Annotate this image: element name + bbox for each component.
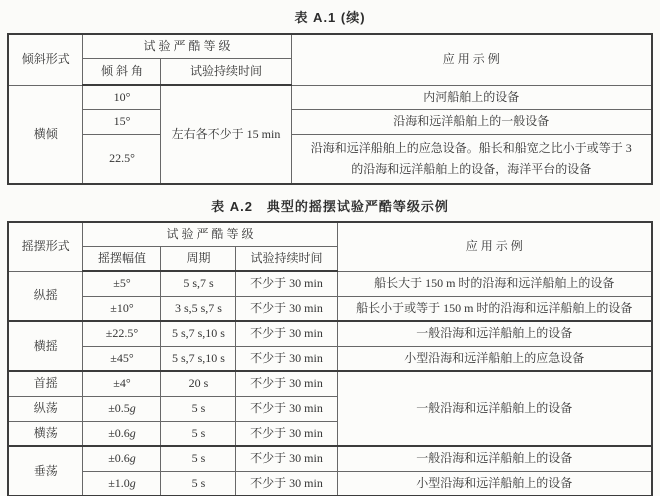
table-a2-header-row-1: [8, 222, 652, 246]
table-row: [8, 371, 652, 396]
cell-amplitude: ±5°: [83, 271, 161, 296]
header-tilt-angle: 倾 斜 角: [83, 58, 161, 85]
amplitude-unit: g: [129, 401, 136, 416]
cell-example: 一般沿海和远洋船舶上的设备: [337, 446, 652, 471]
cell-example: 船长大于 150 m 时的沿海和远洋船舶上的设备: [337, 271, 652, 296]
cell-period: 5 s,7 s,10 s: [161, 346, 236, 371]
header-test-duration: 试验持续时间: [236, 246, 337, 271]
cell-duration: 不少于 30 min: [236, 421, 337, 446]
cell-period: 20 s: [161, 371, 236, 396]
cell-duration: 不少于 30 min: [236, 396, 337, 421]
amplitude-value: ±0.6: [108, 451, 130, 466]
table-a1-header-row-1: [8, 34, 652, 58]
cell-period: 5 s,7 s,10 s: [161, 321, 236, 346]
table-row: [8, 346, 652, 371]
header-period: 周期: [161, 246, 236, 271]
cell-amplitude: ±4°: [83, 371, 161, 396]
amplitude-value: ±0.5: [108, 401, 130, 416]
cell-duration: 不少于 30 min: [236, 321, 337, 346]
cell-group-pitch: 纵摇: [8, 271, 83, 321]
cell-example: 船长小于或等于 150 m 时的沿海和远洋船舶上的设备: [337, 296, 652, 321]
amplitude-unit: g: [129, 451, 136, 466]
cell-period: 5 s: [161, 421, 236, 446]
cell-period: 5 s: [161, 396, 236, 421]
cell-example: 沿海和远洋船舶上的应急设备。船长和船宽之比小于或等于 3 的沿海和远洋船舶上的设备，海洋平台的设备: [291, 134, 652, 184]
cell-duration: 不少于 30 min: [236, 371, 337, 396]
cell-duration: 不少于 30 min: [236, 446, 337, 471]
cell-angle: 15°: [83, 109, 161, 134]
cell-example: 小型沿海和远洋船舶上的应急设备: [337, 346, 652, 371]
cell-amplitude: ±10°: [83, 296, 161, 321]
table-a1-title: 表 A.1 (续): [294, 10, 366, 25]
cell-group-yaw: 首摇: [8, 371, 83, 396]
cell-amplitude: [83, 471, 161, 496]
cell-duration: 不少于 30 min: [236, 271, 337, 296]
cell-merged-example: 一般沿海和远洋船舶上的设备: [337, 371, 652, 446]
cell-amplitude: [83, 396, 161, 421]
table-row: [8, 321, 652, 346]
cell-period: 5 s: [161, 446, 236, 471]
cell-period: 5 s: [161, 471, 236, 496]
table-a2: [7, 221, 653, 496]
cell-duration: 不少于 30 min: [236, 471, 337, 496]
header-application-example: 应 用 示 例: [291, 34, 652, 85]
table-row: [8, 271, 652, 296]
header-application-example: 应 用 示 例: [337, 222, 652, 271]
table-row: [8, 109, 652, 134]
cell-group-roll: 横摇: [8, 321, 83, 371]
header-severity-level: 试 验 严 酷 等 级: [83, 222, 337, 246]
header-test-duration: 试验持续时间: [161, 58, 291, 85]
table-row: [8, 446, 652, 471]
cell-example: 小型沿海和远洋船舶上的设备: [337, 471, 652, 496]
cell-amplitude: [83, 421, 161, 446]
amplitude-value: ±1.0: [108, 475, 130, 490]
table-row: [8, 471, 652, 496]
header-severity-level: 试 验 严 酷 等 级: [83, 34, 291, 58]
cell-group-heave: 垂荡: [8, 446, 83, 496]
cell-merged-duration: 左右各不少于 15 min: [161, 85, 291, 184]
cell-amplitude: ±22.5°: [83, 321, 161, 346]
cell-period: 3 s,5 s,7 s: [161, 296, 236, 321]
table-row: [8, 296, 652, 321]
header-sway-form: 摇摆形式: [8, 222, 83, 271]
cell-duration: 不少于 30 min: [236, 296, 337, 321]
amplitude-value: ±0.6: [108, 425, 130, 440]
cell-period: 5 s,7 s: [161, 271, 236, 296]
cell-example: 一般沿海和远洋船舶上的设备: [337, 321, 652, 346]
cell-angle: 10°: [83, 85, 161, 109]
cell-example: 内河船舶上的设备: [291, 85, 652, 109]
table-a1: [7, 33, 653, 185]
cell-angle: 22.5°: [83, 134, 161, 184]
amplitude-unit: g: [129, 425, 136, 440]
cell-amplitude: ±45°: [83, 346, 161, 371]
cell-duration: 不少于 30 min: [236, 346, 337, 371]
table-row: [8, 85, 652, 109]
cell-example: 沿海和远洋船舶上的一般设备: [291, 109, 652, 134]
amplitude-unit: g: [129, 475, 136, 490]
header-sway-amplitude: 摇摆幅值: [83, 246, 161, 271]
cell-group-surge: 纵荡: [8, 396, 83, 421]
header-tilt-form: 倾斜形式: [8, 34, 83, 85]
table-a2-title: 表 A.2 典型的摇摆试验严酷等级示例: [211, 199, 449, 214]
cell-group-sway: 横荡: [8, 421, 83, 446]
cell-group-label: 横倾: [8, 85, 83, 184]
table-row: [8, 134, 652, 184]
cell-amplitude: [83, 446, 161, 471]
